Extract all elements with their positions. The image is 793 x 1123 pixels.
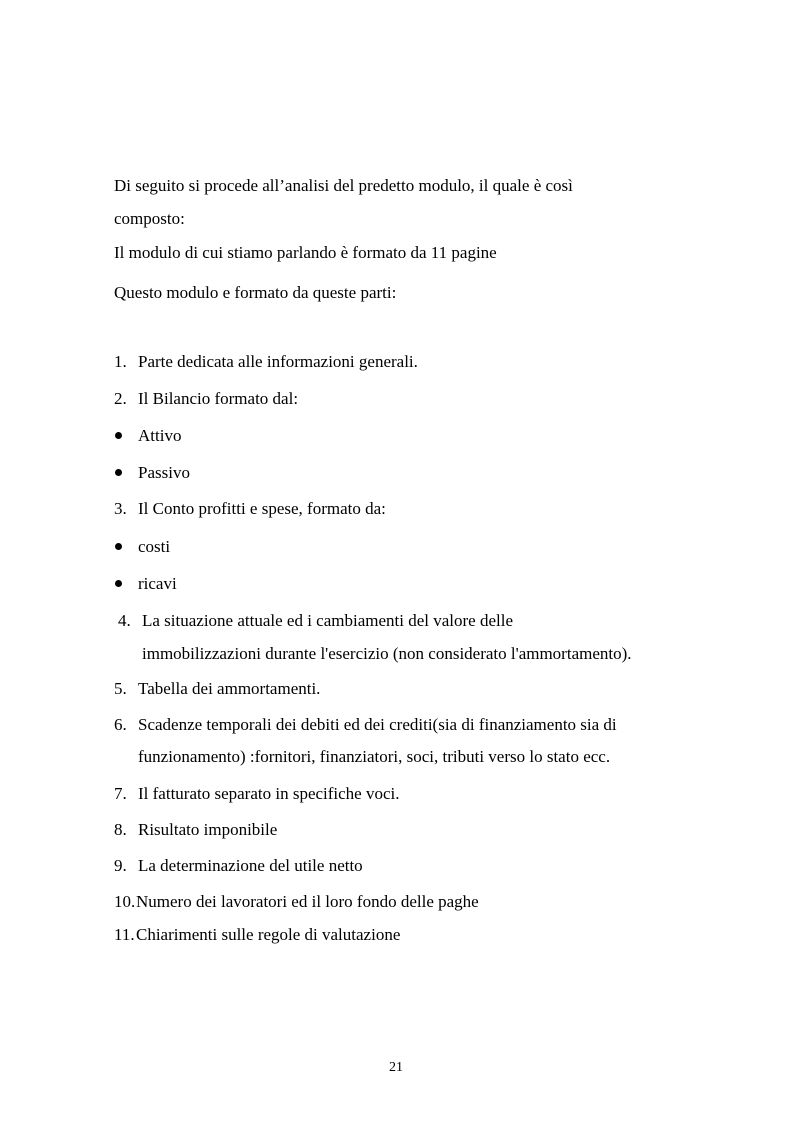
bullet-item-text: costi: [138, 537, 171, 556]
bullet-item-text: Passivo: [138, 463, 190, 482]
list-item-text: La determinazione del utile netto: [138, 856, 363, 875]
list-item-number: 2.: [114, 389, 127, 408]
list-item-number: 4.: [118, 611, 131, 630]
list-item-text: La situazione attuale ed i cambiamenti del valore delle: [142, 611, 514, 630]
bullet-item-text: ricavi: [138, 574, 177, 593]
intro-line-2: composto:: [114, 209, 185, 228]
list-item-continuation: immobilizzazioni durante l'esercizio (non considerato l'ammortamento).: [142, 644, 632, 663]
intro-line-1: Di seguito si procede all’analisi del predetto modulo, il quale è così: [114, 176, 573, 195]
list-item-text: Il Bilancio formato dal:: [138, 389, 299, 408]
list-item-text: Tabella dei ammortamenti.: [138, 679, 321, 698]
list-item-number: 6.: [114, 715, 127, 734]
page-number: 21: [389, 1060, 403, 1075]
bullet-item-text: Attivo: [138, 426, 182, 445]
list-item-text: Numero dei lavoratori ed il loro fondo delle paghe: [136, 892, 479, 911]
intro-line-3: Il modulo di cui stiamo parlando è formato da 11 pagine: [114, 243, 497, 262]
list-item-text: Scadenze temporali dei debiti ed dei crediti(sia di finanziamento sia di: [138, 715, 617, 734]
list-item-continuation: funzionamento) :fornitori, finanziatori, soci, tributi verso lo stato ecc.: [138, 747, 611, 766]
list-item-text: Parte dedicata alle informazioni generali.: [138, 352, 418, 371]
list-item-text: Il fatturato separato in specifiche voci.: [138, 784, 400, 803]
list-item-number: 11.: [114, 925, 135, 944]
list-item-number: 9.: [114, 856, 127, 875]
list-item-number: 10.: [114, 892, 136, 911]
list-item-number: 7.: [114, 784, 127, 803]
bullet-icon: [115, 580, 122, 587]
intro-line-4: Questo modulo e formato da queste parti:: [114, 283, 397, 302]
list-item-number: 5.: [114, 679, 127, 698]
bullet-icon: [115, 469, 122, 476]
list-item-text: Chiarimenti sulle regole di valutazione: [136, 925, 401, 944]
list-item-number: 3.: [114, 499, 127, 518]
bullet-icon: [115, 543, 122, 550]
bullet-icon: [115, 432, 122, 439]
list-item-text: Il Conto profitti e spese, formato da:: [138, 499, 386, 518]
list-item-number: 1.: [114, 352, 127, 371]
list-item-text: Risultato imponibile: [138, 820, 278, 839]
list-item-number: 8.: [114, 820, 127, 839]
